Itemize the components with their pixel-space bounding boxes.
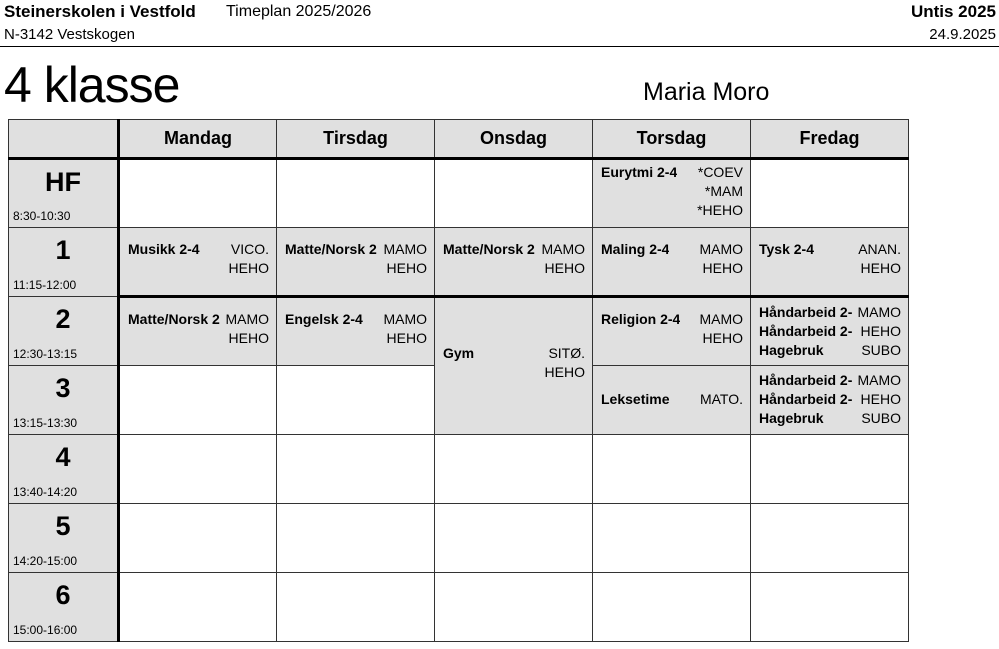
lesson-teacher: HEHO	[228, 260, 269, 276]
empty-slot	[751, 504, 909, 573]
lesson-religion[interactable]	[593, 297, 751, 366]
lesson-engelsk[interactable]	[277, 297, 435, 366]
empty-slot	[119, 504, 277, 573]
lesson-teacher: HEHO	[386, 330, 427, 346]
empty-slot	[593, 573, 751, 642]
lesson-teacher: SITØ.	[548, 345, 585, 361]
empty-slot	[435, 159, 593, 228]
class-title: 4 klasse	[4, 57, 180, 113]
print-date: 24.9.2025	[929, 26, 996, 43]
lesson-subject: Matte/Norsk 2	[443, 241, 535, 257]
empty-slot	[277, 504, 435, 573]
lesson-teacher: MAMO	[541, 241, 585, 257]
lesson-matte-norsk[interactable]	[277, 228, 435, 297]
lesson-teacher: *MAM	[704, 183, 743, 199]
empty-slot	[593, 435, 751, 504]
lesson-teacher: SUBO	[861, 342, 901, 358]
period-time: 13:40-14:20	[13, 485, 78, 499]
lesson-subject: Leksetime	[601, 391, 670, 407]
lesson-teacher: MAMO	[857, 304, 901, 320]
empty-slot	[277, 573, 435, 642]
empty-slot	[751, 435, 909, 504]
day-header-mandag: Mandag	[119, 120, 277, 159]
day-header-onsdag: Onsdag	[435, 120, 593, 159]
empty-slot	[119, 435, 277, 504]
lesson-subject: Hagebruk	[759, 342, 824, 358]
lesson-leksetime[interactable]	[593, 366, 751, 435]
empty-slot	[435, 504, 593, 573]
lesson-subject: Tysk 2-4	[759, 241, 814, 257]
period-time: 14:20-15:00	[13, 554, 78, 568]
lesson-teacher: HEHO	[544, 364, 585, 380]
empty-slot	[751, 573, 909, 642]
lesson-subject: Håndarbeid 2-	[759, 304, 853, 320]
day-header-tirsdag: Tirsdag	[277, 120, 435, 159]
period-time: 11:15-12:00	[13, 278, 77, 292]
lesson-subject: Hagebruk	[759, 410, 824, 426]
empty-slot	[435, 435, 593, 504]
period-label: 1	[55, 235, 71, 265]
period-2	[9, 297, 119, 366]
lesson-subject: Maling 2-4	[601, 241, 670, 257]
period-label: 2	[55, 304, 71, 334]
class-teacher: Maria Moro	[643, 78, 770, 106]
lesson-subject: Musikk 2-4	[128, 241, 200, 257]
lesson-teacher: MAMO	[383, 311, 427, 327]
product-name: Untis 2025	[910, 2, 996, 21]
empty-slot	[119, 159, 277, 228]
empty-slot	[435, 573, 593, 642]
empty-slot	[751, 159, 909, 228]
period-label: 4	[55, 442, 71, 472]
lesson-subject: Religion 2-4	[601, 311, 681, 327]
lesson-teacher: MAMO	[699, 311, 743, 327]
empty-slot	[277, 159, 435, 228]
period-time: 15:00-16:00	[13, 623, 78, 637]
lesson-teacher: HEHO	[860, 260, 901, 276]
lesson-handarbeid-hagebruk[interactable]	[751, 366, 909, 435]
lesson-teacher: VICO.	[230, 241, 269, 257]
lesson-subject: Håndarbeid 2-	[759, 391, 853, 407]
day-header-torsdag: Torsdag	[593, 120, 751, 159]
lesson-teacher: ANAN.	[858, 241, 901, 257]
period-time: 8:30-10:30	[13, 209, 71, 223]
day-header-fredag: Fredag	[751, 120, 909, 159]
lesson-maling[interactable]	[593, 228, 751, 297]
plan-title: Timeplan 2025/2026	[226, 3, 372, 20]
lesson-eurytmi[interactable]	[593, 159, 751, 228]
period-3	[9, 366, 119, 435]
school-name: Steinerskolen i Vestfold	[4, 2, 196, 21]
lesson-handarbeid-hagebruk[interactable]	[751, 297, 909, 366]
lesson-subject: Matte/Norsk 2	[285, 241, 377, 257]
timetable-grid	[8, 119, 909, 642]
lesson-subject: Håndarbeid 2-	[759, 372, 853, 388]
period-4	[9, 435, 119, 504]
school-address: N-3142 Vestskogen	[4, 26, 135, 43]
lesson-teacher: HEHO	[860, 391, 901, 407]
lesson-musikk[interactable]	[119, 228, 277, 297]
lesson-subject: Matte/Norsk 2	[128, 311, 220, 327]
lesson-teacher: MAMO	[857, 372, 901, 388]
lesson-teacher: MAMO	[383, 241, 427, 257]
period-label: 3	[55, 373, 71, 403]
lesson-teacher: SUBO	[861, 410, 901, 426]
header-divider	[0, 46, 999, 47]
lesson-teacher: MATO.	[699, 391, 743, 407]
period-hf	[9, 159, 119, 228]
lesson-teacher: MAMO	[699, 241, 743, 257]
empty-slot	[277, 435, 435, 504]
lesson-subject: Gym	[443, 345, 475, 361]
grid-corner	[9, 120, 119, 159]
period-label: HF	[45, 167, 81, 197]
lesson-teacher: *COEV	[697, 164, 743, 180]
lesson-teacher: HEHO	[386, 260, 427, 276]
lesson-teacher: MAMO	[225, 311, 269, 327]
period-label: 5	[55, 511, 71, 541]
lesson-matte-norsk[interactable]	[435, 228, 593, 297]
empty-slot	[277, 366, 435, 435]
empty-slot	[119, 366, 277, 435]
lesson-tysk[interactable]	[751, 228, 909, 297]
lesson-teacher: HEHO	[702, 330, 743, 346]
period-time: 13:15-13:30	[13, 416, 78, 430]
lesson-gym[interactable]	[435, 297, 593, 435]
period-time: 12:30-13:15	[13, 347, 78, 361]
lesson-teacher: HEHO	[544, 260, 585, 276]
lesson-subject: Engelsk 2-4	[285, 311, 363, 327]
empty-slot	[119, 573, 277, 642]
lesson-teacher: HEHO	[702, 260, 743, 276]
lesson-teacher: HEHO	[860, 323, 901, 339]
lesson-teacher: *HEHO	[697, 202, 743, 218]
empty-slot	[593, 504, 751, 573]
period-label: 6	[55, 580, 71, 610]
period-1	[9, 228, 119, 297]
period-5	[9, 504, 119, 573]
lesson-matte-norsk[interactable]	[119, 297, 277, 366]
lesson-teacher: HEHO	[228, 330, 269, 346]
lesson-subject: Eurytmi 2-4	[601, 164, 678, 180]
period-6	[9, 573, 119, 642]
lesson-subject: Håndarbeid 2-	[759, 323, 853, 339]
